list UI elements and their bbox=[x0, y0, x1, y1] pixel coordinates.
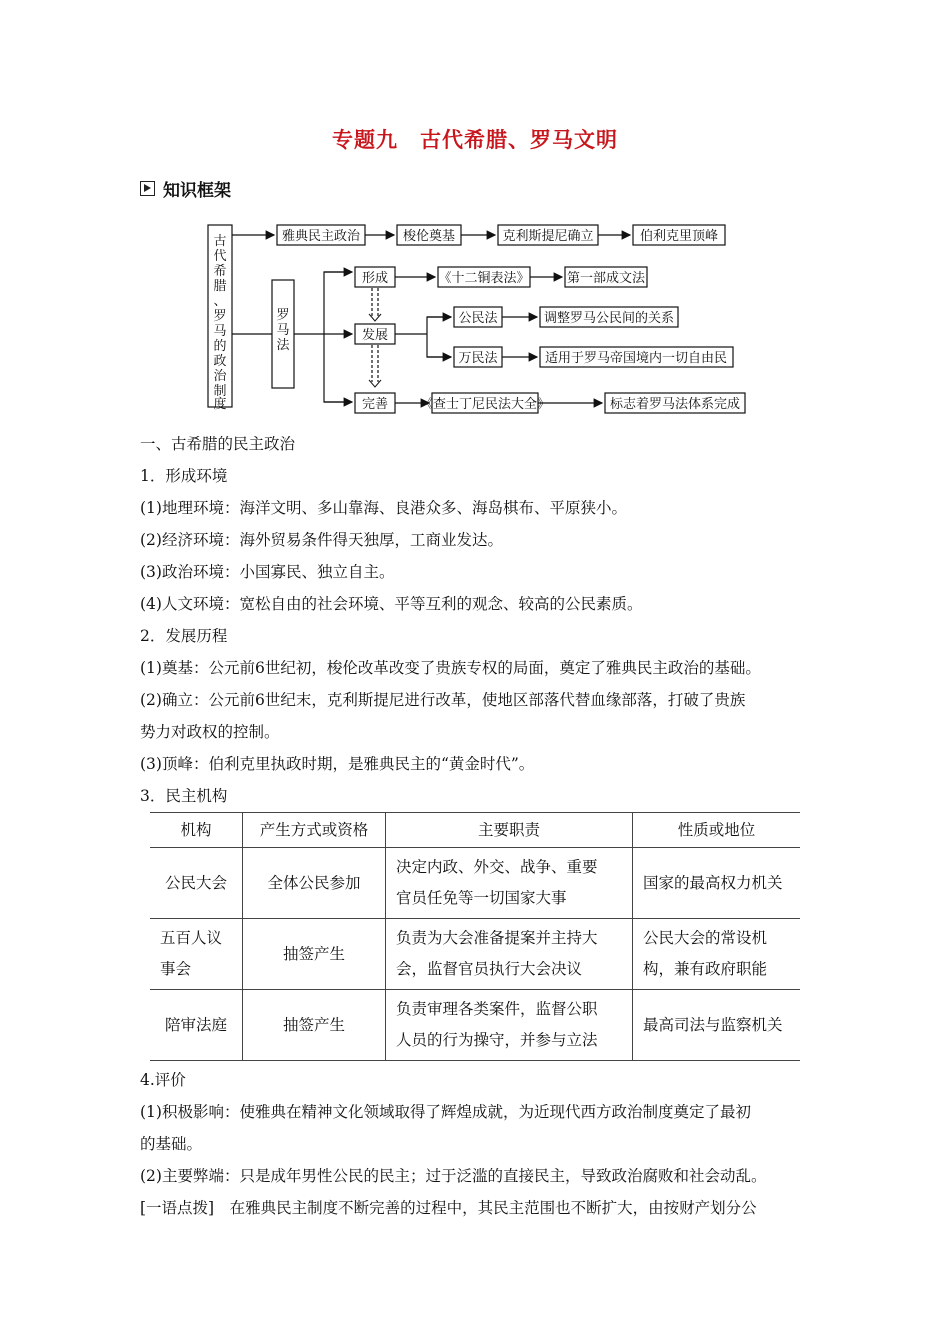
org-cell bbox=[150, 919, 243, 990]
formation-label: 形成 bbox=[361, 271, 389, 286]
root-label-1: 古 bbox=[213, 234, 227, 249]
env-politics: (3)政治环境：小国寡民、独立自主。 bbox=[140, 563, 395, 581]
eval-negative: (2)主要弊端：只是成年男性公民的民主；过于泛滥的直接民主，导致政治腐败和社会动乱。 bbox=[140, 1167, 767, 1185]
nature-cell: 国家的最高权力机关 bbox=[633, 848, 801, 919]
law-of-nations-label: 万民法 bbox=[458, 351, 498, 366]
table-header: 机构 bbox=[150, 813, 243, 848]
root-label-12: 度 bbox=[213, 397, 227, 412]
play-triangle-icon bbox=[140, 181, 155, 196]
justinian-desc-label: 标志着罗马法体系完成 bbox=[609, 397, 741, 412]
root-label-11: 制 bbox=[213, 384, 227, 399]
org-cell: 陪审法庭 bbox=[150, 990, 243, 1061]
completion-label: 完善 bbox=[361, 397, 389, 412]
duty-cell bbox=[386, 919, 633, 990]
law-of-nations-desc-label: 适用于罗马帝国境内一切自由民 bbox=[544, 351, 728, 366]
nature-cell: 最高司法与监察机关 bbox=[633, 990, 801, 1061]
dev-peak: (3)顶峰：伯利克里执政时期，是雅典民主的“黄金时代”。 bbox=[140, 755, 535, 773]
page-title: 专题九 古代希腊、罗马文明 bbox=[332, 128, 618, 152]
nature-cell bbox=[633, 919, 801, 990]
method-cell: 抽签产生 bbox=[243, 919, 386, 990]
org-line: 五百人议 bbox=[160, 929, 223, 947]
justinian-label: 《查士丁尼民法大全》 bbox=[419, 397, 551, 412]
heading-greek-democracy: 一、古希腊的民主政治 bbox=[140, 435, 296, 453]
root-label-7: 马 bbox=[213, 324, 227, 339]
duty-line: 决定内政、外交、战争、重要 bbox=[396, 858, 598, 876]
section-heading-label: 知识框架 bbox=[163, 181, 231, 201]
table-header-row bbox=[150, 813, 800, 848]
table-header: 主要职责 bbox=[386, 813, 633, 848]
first-written-label: 第一部成文法 bbox=[566, 271, 646, 286]
cleisthenes-label: 克利斯提尼确立 bbox=[502, 229, 594, 244]
root-label-6: 罗 bbox=[213, 309, 227, 324]
env-economy: (2)经济环境：海外贸易条件得天独厚，工商业发达。 bbox=[140, 531, 503, 549]
roman-law-char-3: 法 bbox=[276, 338, 290, 353]
knowledge-framework-diagram bbox=[200, 212, 760, 417]
duty-cell bbox=[386, 990, 633, 1061]
heading-evaluation: 4.评价 bbox=[140, 1071, 186, 1089]
eval-positive-line1: (1)积极影响：使雅典在精神文化领域取得了辉煌成就，为近现代西方政治制度奠定了最初 bbox=[140, 1103, 751, 1121]
env-geography: (1)地理环境：海洋文明、多山靠海、良港众多、海岛棋布、平原狭小。 bbox=[140, 499, 627, 517]
eval-positive-line2: 的基础。 bbox=[140, 1135, 203, 1153]
twelve-tables-label: 《十二铜表法》 bbox=[438, 271, 530, 286]
root-label-8: 的 bbox=[213, 339, 227, 354]
table-header: 产生方式或资格 bbox=[243, 813, 386, 848]
duty-line: 官员任免等一切国家大事 bbox=[396, 889, 567, 907]
root-label-5: 、 bbox=[213, 294, 227, 309]
civil-law-desc-label: 调整罗马公民间的关系 bbox=[543, 311, 675, 326]
root-label-2: 代 bbox=[213, 249, 227, 264]
dev-establishment-line1: (2)确立：公元前6世纪末，克利斯提尼进行改革，使地区部落代替血缘部落，打破了贵族 bbox=[140, 691, 746, 709]
solon-label: 梭伦奠基 bbox=[402, 229, 456, 244]
duty-line: 负责审理各类案件，监督公职 bbox=[396, 1000, 598, 1018]
heading-institutions: 3．民主机构 bbox=[140, 787, 228, 805]
dev-establishment-line2: 势力对政权的控制。 bbox=[140, 723, 280, 741]
heading-development: 2．发展历程 bbox=[140, 627, 228, 645]
org-cell: 公民大会 bbox=[150, 848, 243, 919]
duty-line: 人员的行为操守，并参与立法 bbox=[396, 1031, 598, 1049]
table-row bbox=[150, 848, 800, 919]
table-row bbox=[150, 919, 800, 990]
method-cell: 全体公民参加 bbox=[243, 848, 386, 919]
dev-foundation: (1)奠基：公元前6世纪初，梭伦改革改变了贵族专权的局面，奠定了雅典民主政治的基础。 bbox=[140, 659, 761, 677]
pericles-label: 伯利克里顶峰 bbox=[639, 229, 719, 244]
root-label-3: 希 bbox=[213, 264, 227, 279]
duty-line: 会，监督官员执行大会决议 bbox=[396, 960, 583, 978]
civil-law-label: 公民法 bbox=[458, 311, 498, 326]
table-header: 性质或地位 bbox=[633, 813, 801, 848]
development-label: 发展 bbox=[361, 328, 389, 343]
nature-line: 公民大会的常设机 bbox=[643, 929, 768, 947]
athens-label: 雅典民主政治 bbox=[281, 229, 361, 244]
roman-law-char-1: 罗 bbox=[276, 308, 290, 323]
env-culture: (4)人文环境：宽松自由的社会环境、平等互利的观念、较高的公民素质。 bbox=[140, 595, 643, 613]
org-line: 事会 bbox=[160, 960, 192, 978]
table-row bbox=[150, 990, 800, 1061]
duty-cell bbox=[386, 848, 633, 919]
institutions-table bbox=[150, 812, 800, 1061]
method-cell: 抽签产生 bbox=[243, 990, 386, 1061]
root-label-4: 腊 bbox=[213, 279, 227, 294]
nature-line: 构，兼有政府职能 bbox=[643, 960, 768, 978]
root-label-9: 政 bbox=[213, 354, 227, 369]
tip-note: [一语点拨] 在雅典民主制度不断完善的过程中，其民主范围也不断扩大，由按财产划分公 bbox=[140, 1199, 757, 1217]
roman-law-char-2: 马 bbox=[276, 323, 290, 338]
heading-environment: 1．形成环境 bbox=[140, 467, 228, 485]
root-label-10: 治 bbox=[213, 369, 227, 384]
duty-line: 负责为大会准备提案并主持大 bbox=[396, 929, 598, 947]
section-heading bbox=[140, 176, 231, 201]
